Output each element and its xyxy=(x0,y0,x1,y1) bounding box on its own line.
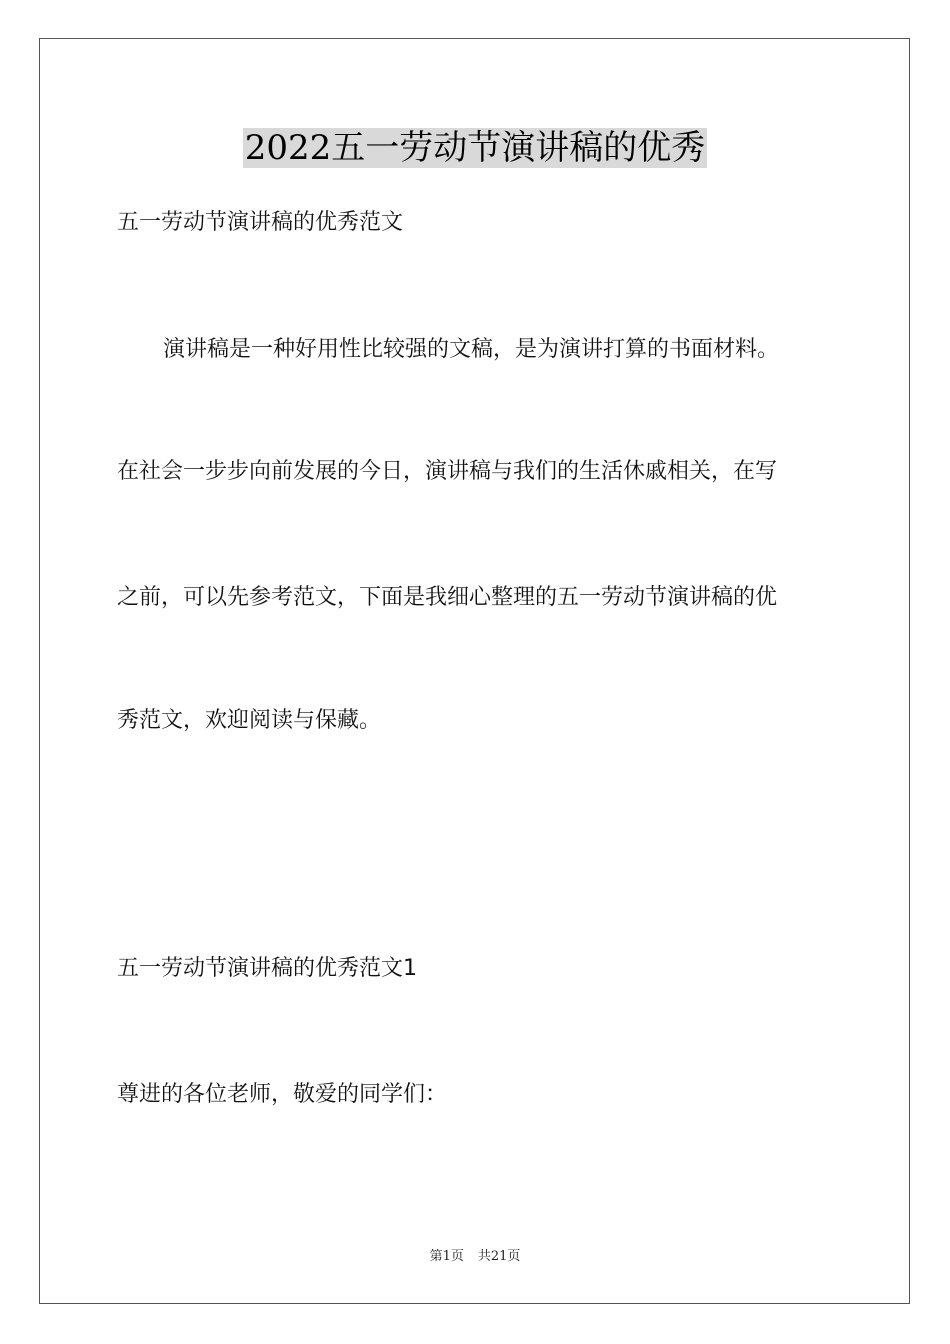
page-footer xyxy=(0,1245,950,1264)
page-number: 第1页 xyxy=(429,1249,464,1264)
paragraph-line-4: 秀范文，欢迎阅读与保藏。 xyxy=(117,708,382,733)
document-title-text: 2022五一劳动节演讲稿的优秀 xyxy=(244,128,706,168)
document-title xyxy=(0,126,950,170)
paragraph-line-1: 演讲稿是一种好用性比较强的文稿，是为演讲打算的书面材料。 xyxy=(163,337,780,362)
section-heading: 五一劳动节演讲稿的优秀范文1 xyxy=(117,956,417,981)
paragraph-line-3: 之前，可以先参考范文，下面是我细心整理的五一劳动节演讲稿的优 xyxy=(117,585,778,610)
document-subtitle: 五一劳动节演讲稿的优秀范文 xyxy=(117,210,404,235)
page-total: 共21页 xyxy=(477,1249,521,1264)
greeting-line: 尊进的各位老师，敬爱的同学们： xyxy=(117,1082,448,1107)
paragraph-line-2: 在社会一步步向前发展的今日，演讲稿与我们的生活休戚相关，在写 xyxy=(117,459,778,484)
